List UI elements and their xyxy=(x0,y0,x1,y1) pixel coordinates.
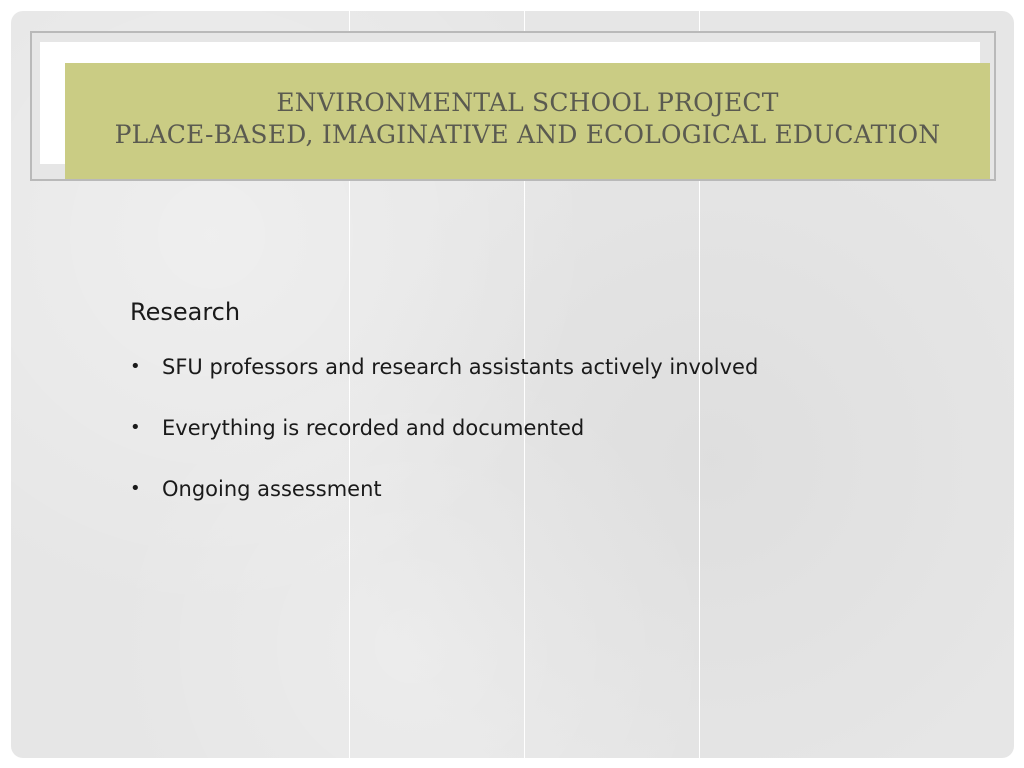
slide xyxy=(11,11,1014,758)
section-heading: Research xyxy=(130,298,241,326)
bullet-icon: • xyxy=(130,356,141,377)
bullet-item xyxy=(130,352,930,382)
bullet-text: SFU professors and research assistants actively involved xyxy=(162,355,759,379)
bullet-icon: • xyxy=(130,478,141,499)
bullet-icon: • xyxy=(130,417,141,438)
slide-title-line-2: PLACE-BASED, IMAGINATIVE AND ECOLOGICAL EDUCATION xyxy=(114,120,941,149)
slide-body xyxy=(130,297,930,535)
bullet-item xyxy=(130,413,930,443)
slide-title-line-1: ENVIRONMENTAL SCHOOL PROJECT xyxy=(276,88,779,117)
bullet-item xyxy=(130,474,930,504)
title-banner xyxy=(65,63,990,179)
bullet-text: Everything is recorded and documented xyxy=(162,416,585,440)
bullet-text: Ongoing assessment xyxy=(162,477,382,501)
